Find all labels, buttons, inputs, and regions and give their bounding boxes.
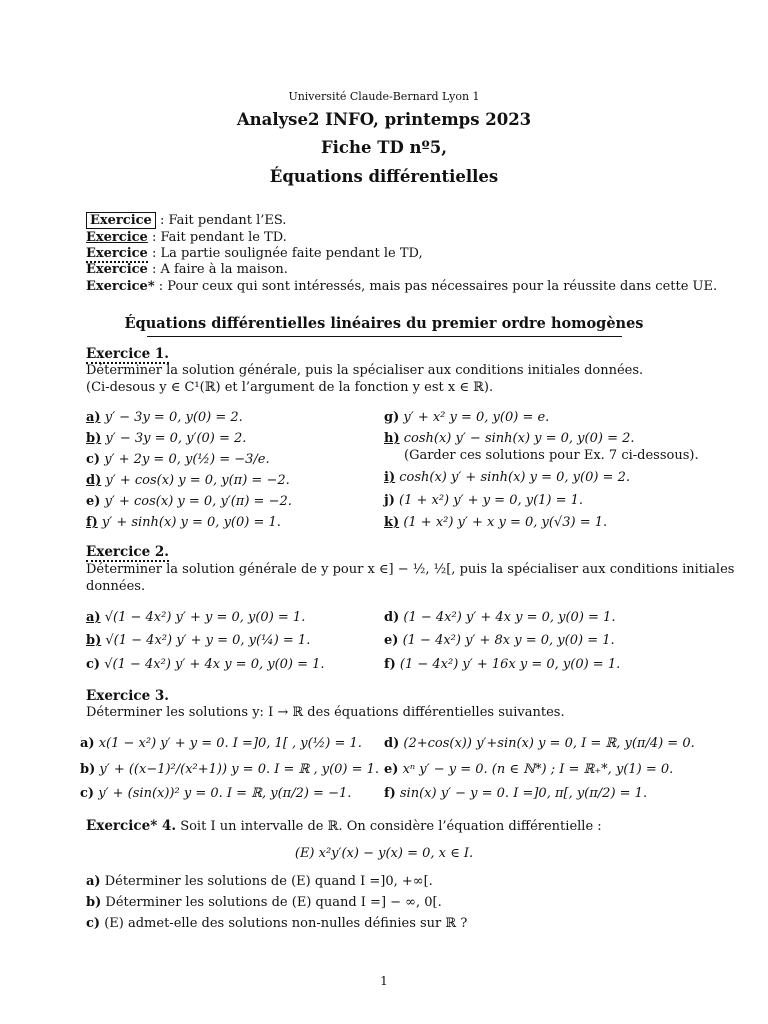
ex4-item-b: b) Déterminer les solutions de (E) quand I =] − ∞, 0[. [86,895,442,910]
university-name: Université Claude-Bernard Lyon 1 [288,90,480,103]
ex1-item-g: g) y′ + x² y = 0, y(0) = e. [384,410,550,425]
legend-line-1 [86,213,286,228]
legend-text: : La partie soulignée faite pendant le TD, [147,246,423,261]
exercise-2-title: Exercice 2. [86,544,169,560]
ex1-item-h: h) cosh(x) y′ − sinh(x) y = 0, y(0) = 2. [384,431,635,446]
ex3-item-b: b) y′ + ((x−1)²/(x²+1)) y = 0. I = ℝ , y(0) = 1. [80,762,380,777]
page-title: Analyse2 INFO, printemps 2023 [236,110,532,129]
legend-text: : Fait pendant l’ES. [155,213,287,228]
legend-text: : A faire à la maison. [147,262,288,277]
exercise-1-statement-2: (Ci-desous y ∈ C¹(ℝ) et l’argument de la fonction y est x ∈ ℝ). [86,380,494,395]
section-title: Équations différentielles linéaires du premier ordre homogènes [124,315,644,332]
ex1-item-f: f) y′ + sinh(x) y = 0, y(0) = 1. [86,515,281,530]
ex2-item-d: d) (1 − 4x²) y′ + 4x y = 0, y(0) = 1. [384,610,616,625]
legend-word-star: Exercice* [86,279,155,294]
section-underline [147,336,622,337]
exercise-2-statement: Déterminer la solution générale de y pour x ∈] − ½, ½[, puis la spécialiser aux conditions initiales [86,562,735,577]
legend-word-dotted: Exercice [86,246,148,261]
ex3-item-a: a) x(1 − x²) y′ + y = 0. I =]0, 1[ , y(½) = 1. [80,736,362,751]
legend-line-4 [86,262,288,277]
ex2-item-a: a) √(1 − 4x²) y′ + y = 0, y(0) = 1. [86,610,306,625]
ex3-item-d: d) (2+cos(x)) y′+sin(x) y = 0, I = ℝ, y(π/4) = 0. [384,736,695,751]
exercise-4-equation: (E) x²y′(x) − y(x) = 0, x ∈ I. [294,846,474,861]
exercise-3-title: Exercice 3. [86,688,169,704]
exercise-1-statement: Déterminer la solution générale, puis la spécialiser aux conditions initiales données. [86,363,644,378]
subject-title: Équations différentielles [269,167,499,186]
legend-word-underlined: Exercice [86,230,148,245]
ex1-item-a: a) y′ − 3y = 0, y(0) = 2. [86,410,243,425]
ex1-item-b: b) y′ − 3y = 0, y′(0) = 2. [86,431,247,446]
legend-line-5 [86,279,717,294]
ex4-item-c: c) (E) admet-elle des solutions non-nulles définies sur ℝ ? [86,916,468,931]
exercise-3-statement: Déterminer les solutions y: I → ℝ des équations différentielles suivantes. [86,705,565,720]
legend-line-2 [86,230,287,245]
ex3-item-f: f) sin(x) y′ − y = 0. I =]0, π[, y(π/2) = 1. [384,786,648,801]
ex4-item-a: a) Déterminer les solutions de (E) quand I =]0, +∞[. [86,874,433,889]
page-number: 1 [380,974,388,988]
ex2-item-f: f) (1 − 4x²) y′ + 16x y = 0, y(0) = 1. [384,657,621,672]
ex1-item-h-note: (Garder ces solutions pour Ex. 7 ci-dessous). [404,448,699,463]
fiche-title: Fiche TD nº5, [320,138,448,157]
exercise-1-title: Exercice 1. [86,346,169,362]
legend-line-3 [86,246,423,261]
ex2-item-c: c) √(1 − 4x²) y′ + 4x y = 0, y(0) = 1. [86,657,325,672]
ex2-item-e: e) (1 − 4x²) y′ + 8x y = 0, y(0) = 1. [384,633,615,648]
exercise-2-statement-2: données. [86,579,146,594]
legend-word-bold: Exercice [86,262,148,277]
ex3-item-e: e) xⁿ y′ − y = 0. (n ∈ ℕ*) ; I = ℝ₊*, y(1) = 0. [384,762,674,777]
ex3-item-c: c) y′ + (sin(x))² y = 0. I = ℝ, y(π/2) = −1. [80,786,352,801]
legend-word-boxed: Exercice [86,212,156,229]
ex1-item-j: j) (1 + x²) y′ + y = 0, y(1) = 1. [384,493,584,508]
exercise-4-heading [86,818,602,834]
ex1-item-d: d) y′ + cos(x) y = 0, y(π) = −2. [86,473,290,488]
ex1-item-k: k) (1 + x²) y′ + x y = 0, y(√3) = 1. [384,515,608,530]
ex1-item-e: e) y′ + cos(x) y = 0, y′(π) = −2. [86,494,292,509]
legend-text: : Fait pendant le TD. [147,230,287,245]
ex1-item-i: i) cosh(x) y′ + sinh(x) y = 0, y(0) = 2. [384,470,630,485]
exercise-4-title: Exercice* 4. [86,818,177,834]
ex1-item-c: c) y′ + 2y = 0, y(½) = −3/e. [86,452,270,467]
ex2-item-b: b) √(1 − 4x²) y′ + y = 0, y(¼) = 1. [86,633,311,648]
legend-text: : Pour ceux qui sont intéressés, mais pas nécessaires pour la réussite dans cette UE. [154,279,718,294]
exercise-4-intro: Soit I un intervalle de ℝ. On considère l’équation différentielle : [176,819,602,834]
